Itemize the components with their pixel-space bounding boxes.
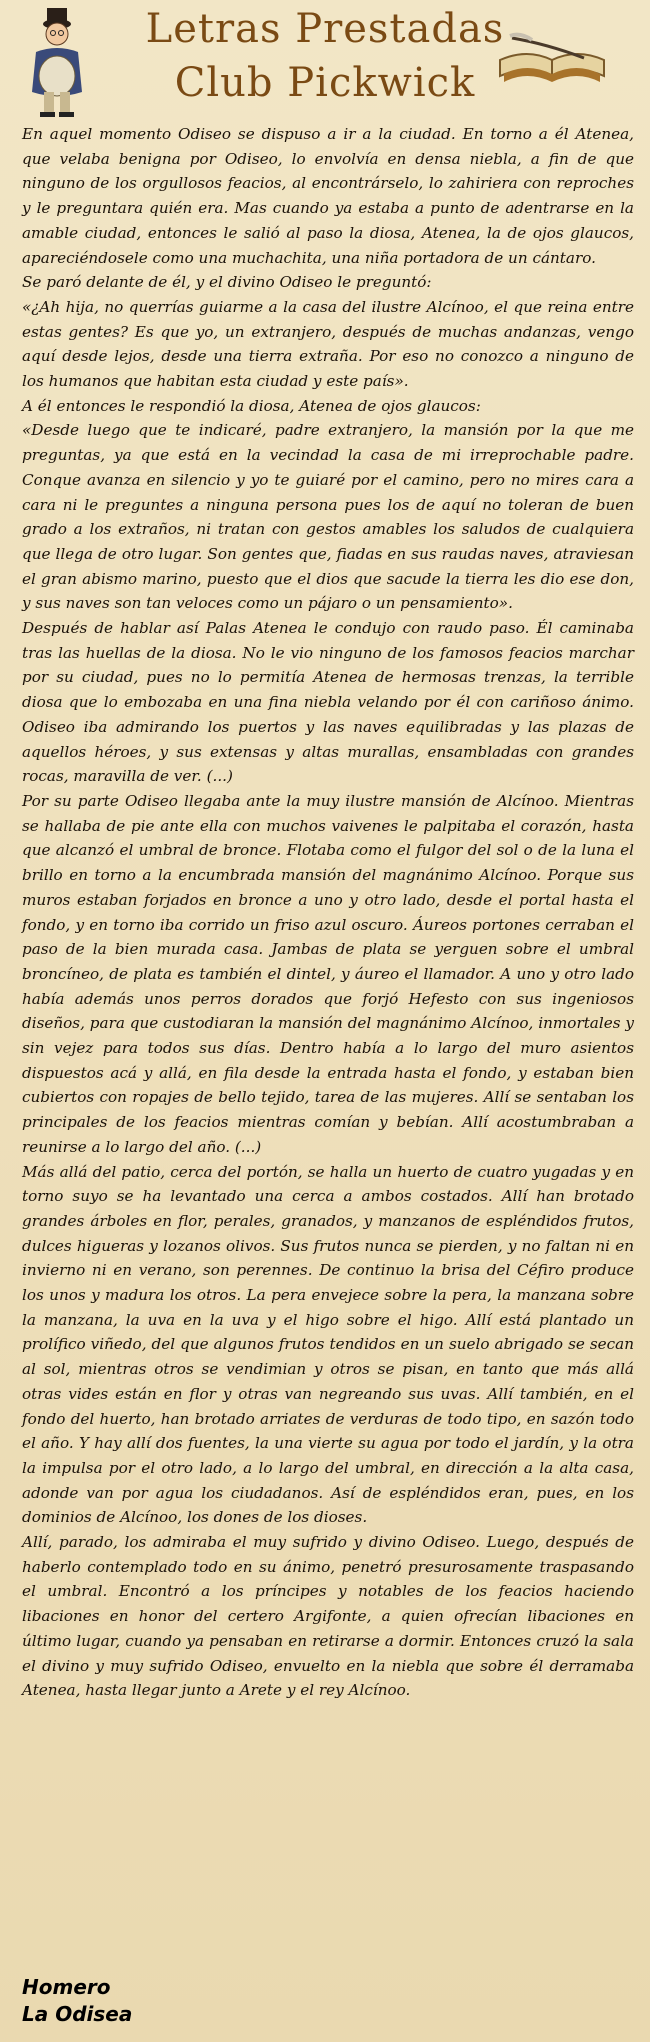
signature — [22, 1974, 132, 2028]
work-title: La Odisea — [22, 2002, 133, 2026]
paragraph: Después de hablar así Palas Atenea le condujo con raudo paso. Él caminaba tras las huellas de la diosa. No le vio ninguno de los famosos feacios marchar por su ciudad, pues no lo permitía Atenea de hermosas trenzas, la terrible diosa que lo embozaba en una fina niebla velando por él con cariñoso ánimo. Odiseo iba admirando los puertos y las naves equilibradas y las plazas de aquellos héroes, y sus extensas y altas murallas, ensambladas con grandes rocas, maravilla de ver. (...) — [22, 619, 634, 786]
paragraph: Se paró delante de él, y el divino Odiseo le preguntó: — [22, 273, 432, 292]
paragraph: En aquel momento Odiseo se dispuso a ir a la ciudad. En torno a él Atenea, que velaba benigna por Odiseo, lo envolvía en densa niebla, a fin de que ninguno de los orgullosos feacios, al encontrárselo, lo zahiriera con reproches y le preguntara quién era. Mas cuando ya estaba a punto de adentrarse en la amable ciudad, entonces le salió al paso la diosa, Atenea, la de ojos glaucos, apareciéndosele como una muchachita, una niña portadora de un cántaro. — [22, 125, 634, 267]
body-text — [22, 122, 634, 1703]
paragraph: «Desde luego que te indicaré, padre extranjero, la mansión por la que me preguntas, ya que está en la vecindad la casa de mi irreprochable padre. Conque avanza en silencio y yo te guiaré por el camino, pero no mires cara a cara ni le preguntes a ninguna persona pues los de aquí no toleran de buen grado a los extraños, ni tratan con gestos amables los saludos de cualquiera que llega de otro lugar. Son gentes que, fiadas en sus raudas naves, atraviesan el gran abismo marino, puesto que el dios que sacude la tierra les dio ese don, y sus naves son tan veloces como un pájaro o un pensamiento». — [22, 421, 634, 613]
paragraph: Por su parte Odiseo llegaba ante la muy ilustre mansión de Alcínoo. Mientras se hallaba de pie ante ella con muchos vaivenes le palpitaba el corazón, hasta que alcanzó el umbral de bronce. Flotaba como el fulgor del sol o de la luna el brillo en torno a la encumbrada mansión del magnánimo Alcínoo. Porque sus muros estaban forjados en bronce a uno y otro lado, desde el portal hasta el fondo, y en torno iba corrido un friso azul oscuro. Áureos portones cerraban el paso de la bien murada casa. Jambas de plata se yerguen sobre el umbral broncíneo, de plata es también el dintel, y áureo el llamador. A uno y otro lado había además unos perros dorados que forjó Hefesto con sus ingeniosos diseños, para que custodiaran la mansión del magnánimo Alcínoo, inmortales y sin vejez para todos sus días. Dentro había a lo largo del muro asientos dispuestos acá y allá, en fila desde la entrada hasta el fondo, y estaban bien cubiertos con ropajes de bello tejido, tarea de las mujeres. Allí se sentaban los principales de los feacios mientras comían y bebían. Allí acostumbraban a reunirse a lo largo del año. (...) — [22, 791, 634, 1156]
paragraph: A él entonces le respondió la diosa, Atenea de ojos glaucos: — [22, 396, 481, 415]
page-title-line2: Club Pickwick — [174, 60, 476, 106]
author-name: Homero — [22, 1975, 111, 1999]
paragraph: «¿Ah hija, no querrías guiarme a la casa del ilustre Alcínoo, el que reina entre estas gentes? Es que yo, un extranjero, después de muchas andanzas, vengo aquí desde lejos, desde una tierra extraña. Por eso no conozco a ninguno de los humanos que habitan esta ciudad y este país». — [22, 297, 634, 391]
paragraph: Más allá del patio, cerca del portón, se halla un huerto de cuatro yugadas y en torno suyo se ha levantado una cerca a ambos costados. Allí han brotado grandes árboles en flor, perales, granados, y manzanos de espléndidos frutos, dulces higueras y lozanos olivos. Sus frutos nunca se pierden, y no faltan ni en invierno ni en verano, son perennes. De continuo la brisa del Céfiro produce los unos y madura los otros. La pera envejece sobre la pera, la manzana sobre la manzana, la uva en la uva y el higo sobre el higo. Allí está plantado un prolífico viñedo, del que algunos frutos tendidos en un suelo abrigado se secan al sol, mientras otros se vendimian y otros se pisan, en tanto que más allá otras vides están en flor y otras van negreando sus uvas. Allí también, en el fondo del huerto, han brotado arriates de verduras de todo tipo, en sazón todo el año. Y hay allí dos fuentes, la una vierte su agua por todo el jardín, y la otra la impulsa por el otro lado, a lo largo del umbral, en dirección a la alta casa, adonde van por agua los ciudadanos. Así de espléndidos eran, pues, en los dominios de Alcínoo, los dones de los dioses. — [22, 1162, 634, 1527]
open-book-quill-icon — [492, 30, 612, 90]
paragraph: Allí, parado, los admiraba el muy sufrido y divino Odiseo. Luego, después de haberlo contemplado todo en su ánimo, penetró presurosamente traspasando el umbral. Encontró a los príncipes y notables de los feacios haciendo libaciones en honor del certero Argifonte, a quien ofrecían libaciones en último lugar, cuando ya pensaban en retirarse a dormir. Entonces cruzó la sala el divino y muy sufrido Odiseo, envuelto en la niebla que sobre él derramaba Atenea, hasta llegar junto a Arete y el rey Alcínoo. — [22, 1533, 634, 1700]
header — [0, 0, 650, 120]
page-title-line1: Letras Prestadas — [145, 6, 505, 52]
